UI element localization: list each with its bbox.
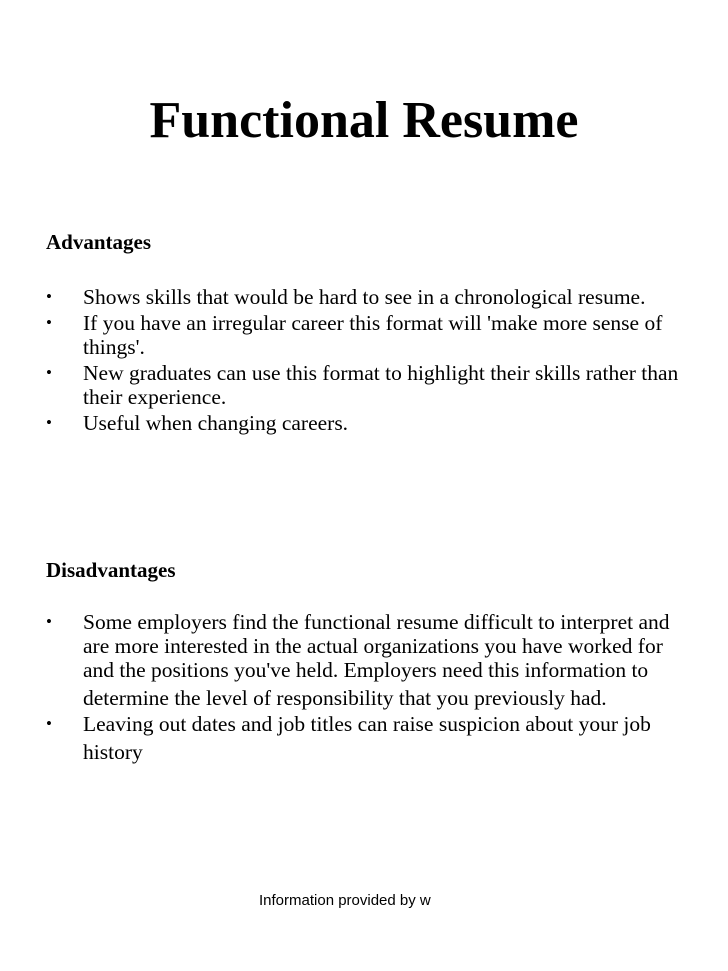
bullet-icon: • <box>46 612 52 631</box>
advantages-heading: Advantages <box>46 230 152 254</box>
advantage-text: New graduates can use this format to highlight their skills rather than their experience. <box>83 361 679 409</box>
page-title: Functional Resume <box>149 92 579 149</box>
bullet-icon: • <box>46 287 52 306</box>
list-item <box>46 610 686 710</box>
disadvantage-continuation: determine the level of responsibility that you previously had. <box>83 686 607 710</box>
disadvantages-heading: Disadvantages <box>46 558 176 582</box>
advantage-text: If you have an irregular career this format will 'make more sense of things'. <box>83 311 663 359</box>
advantage-text: Shows skills that would be hard to see in a chronological resume. <box>83 285 646 309</box>
bullet-icon: • <box>46 363 52 382</box>
list-item <box>46 311 686 359</box>
bullet-icon: • <box>46 714 52 733</box>
advantage-text: Useful when changing careers. <box>83 411 349 435</box>
list-item <box>46 361 686 409</box>
bullet-icon: • <box>46 313 52 332</box>
disadvantage-continuation: history <box>83 740 143 764</box>
list-item <box>46 411 686 435</box>
disadvantage-text: Leaving out dates and job titles can raise suspicion about your job <box>83 712 651 736</box>
disadvantage-text: Some employers find the functional resume difficult to interpret and are more interested in the actual organizations you have worked for and the positions you've held. Employers need this information to <box>83 610 670 682</box>
disadvantages-list <box>46 610 686 766</box>
bullet-icon: • <box>46 413 52 432</box>
footer-attribution: Information provided by w <box>259 892 431 909</box>
list-item <box>46 712 686 764</box>
advantages-list <box>46 285 686 437</box>
list-item <box>46 285 686 309</box>
